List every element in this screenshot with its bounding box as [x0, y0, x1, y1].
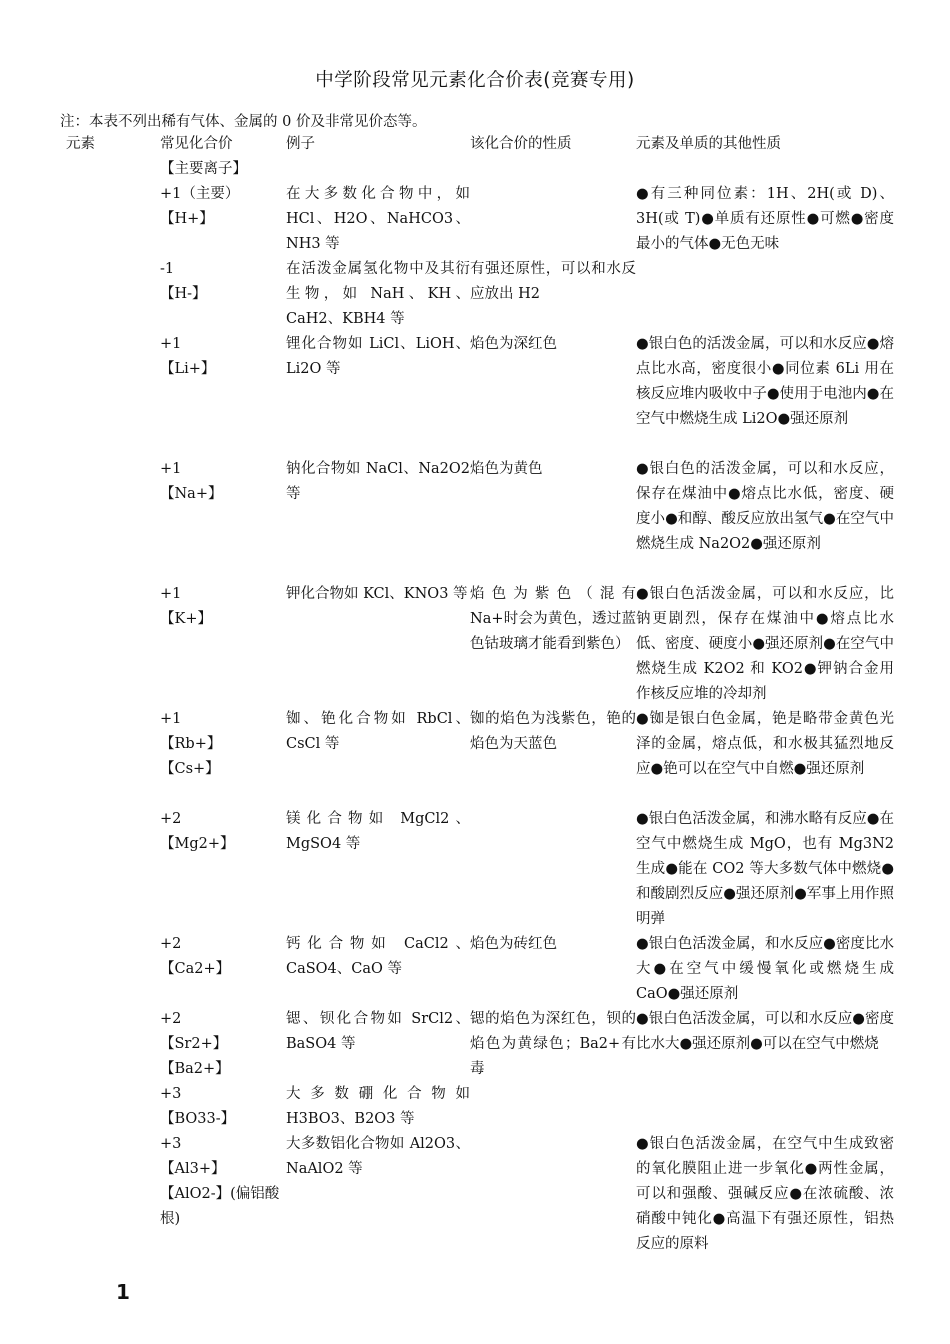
table-row	[60, 457, 896, 582]
valence-cell	[160, 582, 286, 707]
valence-cell	[160, 257, 286, 332]
other-properties-cell	[636, 257, 894, 332]
ion-label: 【Rb+】	[160, 736, 222, 752]
other-properties-cell: ●银白色活泼金属，可以和水反应，比钠更剧烈，保存在煤油中●熔点比水低、密度、硬度小●强还原剂●在空气中燃烧生成 K2O2 和 KO2●钾钠合金用作核反应堆的冷却剂	[636, 586, 894, 702]
element-cell	[60, 1132, 160, 1257]
ion-label: 【Na+】	[160, 486, 223, 502]
valence-value: +3	[160, 1086, 182, 1102]
ion-label: 【Ba2+】	[160, 1061, 230, 1077]
other-properties-cell: ●银白色的活泼金属，可以和水反应，保存在煤油中●熔点比水低，密度、硬度小●和醇、酸反应放出氢气●在空气中燃烧生成 Na2O2●强还原剂	[636, 461, 894, 552]
valence-value: +1	[160, 586, 182, 602]
valence-cell	[160, 932, 286, 1007]
valence-cell	[160, 807, 286, 932]
table-row	[60, 707, 896, 807]
property-cell: 铷的焰色为浅紫色，铯的焰色为天蓝色	[470, 711, 636, 752]
header-element: 元素	[66, 136, 95, 152]
table-row	[60, 257, 896, 332]
element-cell	[60, 332, 160, 457]
header-valence: 常见化合价	[160, 136, 233, 152]
header-other: 元素及单质的其他性质	[636, 136, 781, 152]
other-properties-cell: ●银白色活泼金属，和沸水略有反应●在空气中燃烧生成 MgO，也有 Mg3N2 生成●能在 CO2 等大多数气体中燃烧●和酸剧烈反应●强还原剂●军事上用作照明弹	[636, 811, 894, 927]
valence-cell	[160, 1082, 286, 1132]
other-properties-cell: ●银白色活泼金属，在空气中生成致密的氧化膜阻止进一步氧化●两性金属，可以和强酸、强碱反应●在浓硫酸、浓硝酸中钝化●高温下有强还原性，铝热反应的原料	[636, 1136, 894, 1252]
valence-value: +2	[160, 1011, 182, 1027]
ion-label: 【Ca2+】	[160, 961, 231, 977]
table-row	[60, 182, 896, 257]
element-cell	[60, 1007, 160, 1082]
property-cell: 锶的焰色为深红色，钡的焰色为黄绿色；Ba2+有毒	[470, 1011, 636, 1077]
valence-cell	[160, 182, 286, 257]
page-title: 中学阶段常见元素化合价表(竞赛专用)	[315, 70, 635, 91]
ion-label: 【K+】	[160, 611, 212, 627]
ion-label: 【H-】	[160, 286, 207, 302]
element-cell	[60, 257, 160, 332]
element-cell	[60, 807, 160, 932]
ion-label: 【BO33-】	[160, 1111, 236, 1127]
page-number: 1	[116, 1280, 130, 1304]
header-example: 例子	[286, 136, 315, 152]
table-row	[60, 1082, 896, 1132]
property-cell	[470, 1082, 636, 1132]
ion-label: 【Mg2+】	[160, 836, 235, 852]
element-cell	[60, 1082, 160, 1132]
property-cell	[470, 1132, 636, 1257]
other-properties-cell: ●银白色的活泼金属，可以和水反应●熔点比水高，密度很小●同位素 6Li 用在核反应堆内吸收中子●使用于电池内●在空气中燃烧生成 Li2O●强还原剂	[636, 336, 894, 427]
header-main-ion: 【主要离子】	[160, 161, 247, 177]
example-cell: 锂化合物如 LiCl、LiOH、Li2O 等	[286, 336, 470, 377]
example-cell: 锶、钡化合物如 SrCl2、BaSO4 等	[286, 1011, 470, 1052]
example-cell: 大多数铝化合物如 Al2O3、NaAlO2 等	[286, 1136, 470, 1177]
valence-value: +1	[160, 461, 182, 477]
table-body	[60, 182, 896, 1257]
example-cell: 在活泼金属氢化物中及其衍生物，如 NaH、KH、CaH2、KBH4 等	[286, 261, 470, 327]
table-row	[60, 932, 896, 1007]
property-cell: 焰色为深红色	[470, 336, 557, 352]
example-cell: 大多数硼化合物如 H3BO3、B2O3 等	[286, 1086, 470, 1127]
ion-label: 【Sr2+】	[160, 1036, 228, 1052]
example-cell: 镁化合物如 MgCl2、MgSO4 等	[286, 811, 470, 852]
ion-label: 【Li+】	[160, 361, 216, 377]
ion-label: 【Cs+】	[160, 761, 220, 777]
table-row	[60, 582, 896, 707]
header-property: 该化合价的性质	[470, 136, 572, 152]
valence-value: +2	[160, 811, 182, 827]
valence-table	[60, 132, 896, 1257]
table-header	[60, 132, 896, 182]
valence-value: +1	[160, 336, 182, 352]
valence-cell	[160, 1132, 286, 1257]
other-properties-cell: ●有三种同位素：1H、2H(或 D)、3H(或 T)●单质有还原性●可燃●密度最小的气体●无色无味	[636, 186, 894, 252]
property-cell: 焰色为砖红色	[470, 936, 557, 952]
other-properties-cell: ●银白色活泼金属，可以和水反应●密度比水大●强还原剂●可以在空气中燃烧	[636, 1011, 894, 1052]
element-cell	[60, 182, 160, 257]
valence-cell	[160, 457, 286, 582]
table-row	[60, 1132, 896, 1257]
other-properties-cell	[636, 1082, 894, 1132]
table-row	[60, 332, 896, 457]
valence-cell	[160, 707, 286, 807]
element-cell	[60, 582, 160, 707]
property-cell	[470, 807, 636, 932]
valence-value: +1	[160, 711, 182, 727]
element-cell	[60, 707, 160, 807]
property-cell: 焰色为紫色（混有 Na+时会为黄色，透过蓝色钴玻璃才能看到紫色）	[470, 586, 636, 652]
ion-label: 【Al3+】	[160, 1161, 226, 1177]
example-cell: 钠化合物如 NaCl、Na2O2 等	[286, 461, 470, 502]
property-cell: 有强还原性，可以和水反应放出 H2	[470, 261, 636, 302]
example-cell: 在大多数化合物中，如 HCl、H2O、NaHCO3、NH3 等	[286, 186, 470, 252]
other-properties-cell: ●银白色活泼金属，和水反应●密度比水大●在空气中缓慢氧化或燃烧生成 CaO●强还原剂	[636, 936, 894, 1002]
ion-label: 【AlO2-】(偏铝酸根)	[160, 1186, 280, 1227]
example-cell: 钾化合物如 KCl、KNO3 等	[286, 586, 468, 602]
valence-value: +3	[160, 1136, 182, 1152]
element-cell	[60, 457, 160, 582]
valence-value: -1	[160, 261, 175, 277]
ion-label: 【H+】	[160, 211, 214, 227]
table-row	[60, 807, 896, 932]
element-cell	[60, 932, 160, 1007]
property-cell: 焰色为黄色	[470, 461, 543, 477]
valence-value: +1（主要）	[160, 186, 240, 202]
example-cell: 铷、铯化合物如 RbCl、CsCl 等	[286, 711, 470, 752]
table-note: 注：本表不列出稀有气体、金属的 0 价及非常见价态等。	[60, 114, 427, 130]
example-cell: 钙化合物如 CaCl2、CaSO4、CaO 等	[286, 936, 470, 977]
valence-cell	[160, 1007, 286, 1082]
other-properties-cell: ●铷是银白色金属，铯是略带金黄色光泽的金属，熔点低，和水极其猛烈地反应●铯可以在空气中自燃●强还原剂	[636, 711, 894, 777]
valence-value: +2	[160, 936, 182, 952]
valence-cell	[160, 332, 286, 457]
property-cell	[470, 182, 636, 257]
table-row	[60, 1007, 896, 1082]
